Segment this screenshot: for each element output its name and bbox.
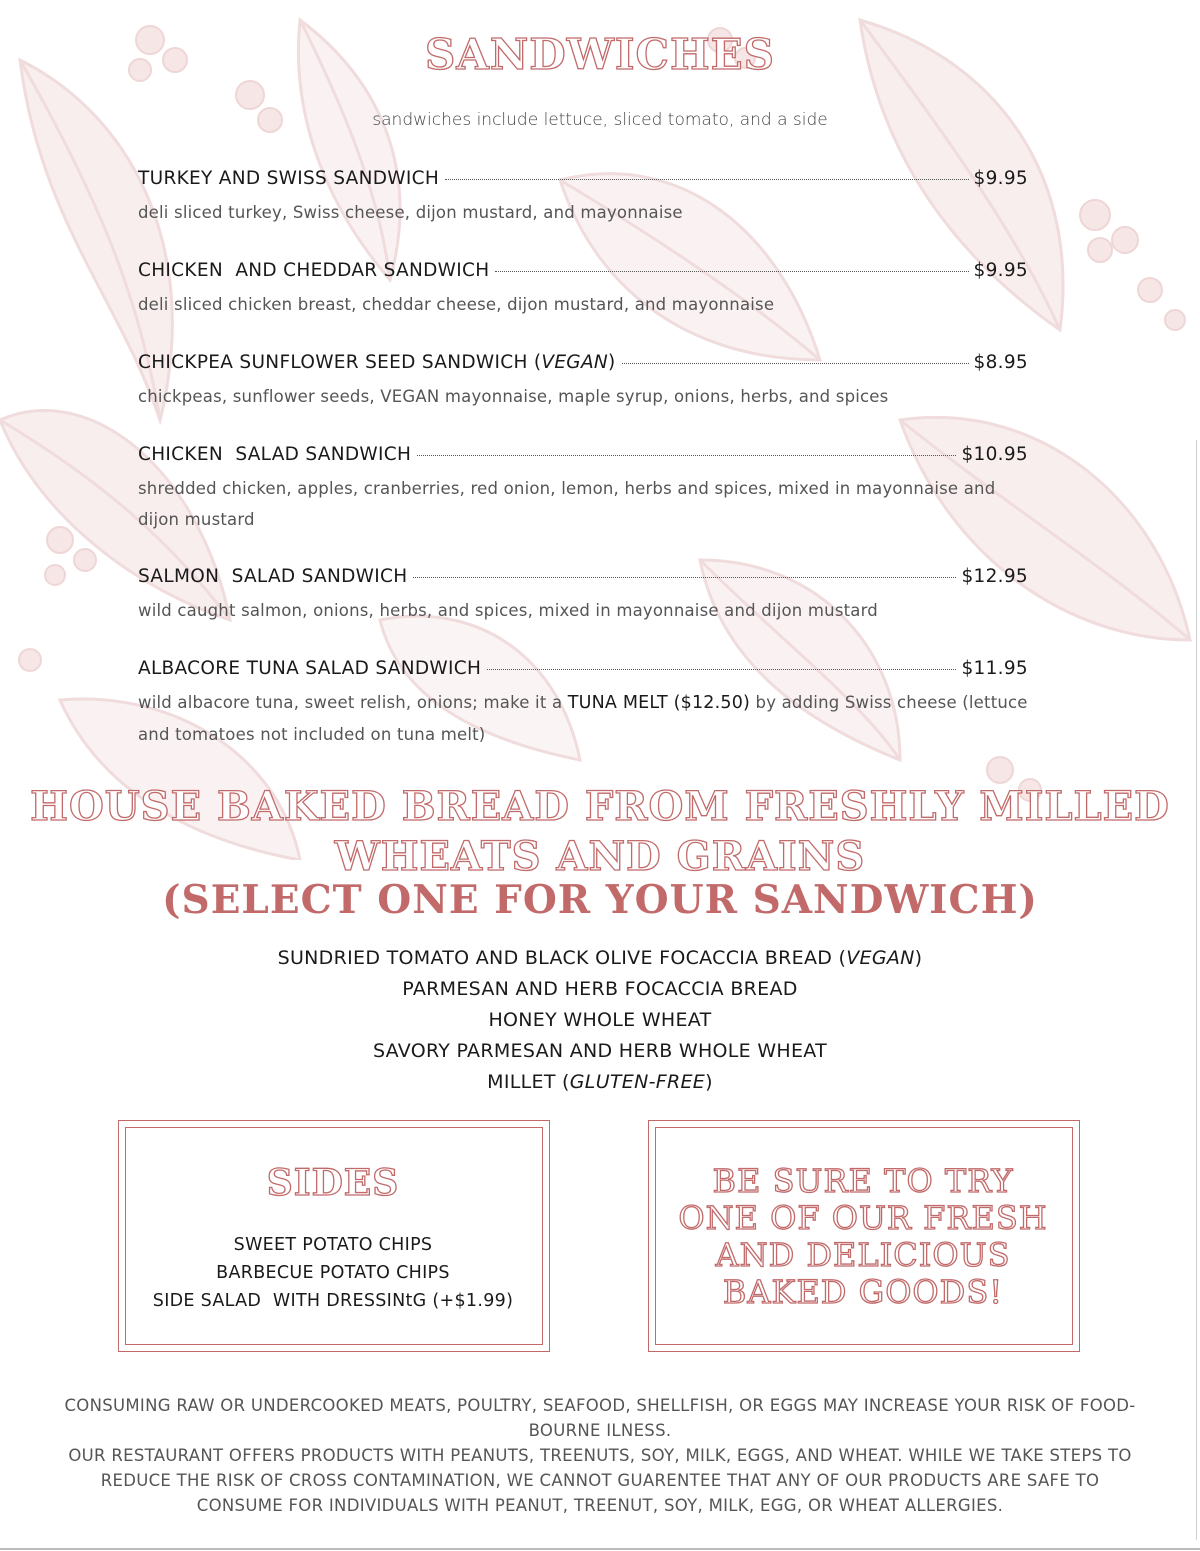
item-name: ALBACORE TUNA SALAD SANDWICH xyxy=(138,658,482,679)
item-price: $11.95 xyxy=(961,658,1028,679)
page-edge xyxy=(1196,440,1197,1540)
dot-leader xyxy=(413,577,956,578)
bread-option: SUNDRIED TOMATO AND BLACK OLIVE FOCACCIA BREAD (VEGAN) xyxy=(277,947,923,969)
item-name: CHICKPEA SUNFLOWER SEED SANDWICH (VEGAN) xyxy=(138,352,616,373)
menu-item xyxy=(138,168,1028,260)
item-price: $8.95 xyxy=(973,352,1028,373)
item-name: SALMON SALAD SANDWICH xyxy=(138,566,408,587)
menu-item xyxy=(138,260,1028,352)
menu-item xyxy=(138,352,1028,444)
menu-item xyxy=(138,658,1028,780)
allergen-warning: OUR RESTAURANT OFFERS PRODUCTS WITH PEANUTS, TREENUTS, SOY, MILK, EGGS, AND WHEAT. WHILE WE TAKE STEPS TO REDUCE THE RISK OF CROSS CONTAMINATION, WE CANNOT GUARENTEE THAT ANY OF OUR PRODUCTS ARE SAFE TO CONSUME FOR INDIVIDUALS WITH PEANUT, TREENUT, SOY, MILK, EGG, OR WHEAT ALLERGIES. xyxy=(68,1446,1132,1515)
menu-item xyxy=(138,566,1028,658)
dot-leader xyxy=(622,363,969,364)
sandwiches-heading: SANDWICHES xyxy=(425,30,775,79)
item-name: TURKEY AND SWISS SANDWICH xyxy=(138,168,440,189)
item-price: $9.95 xyxy=(973,260,1028,281)
item-price: $10.95 xyxy=(961,444,1028,465)
raw-food-warning: CONSUMING RAW OR UNDERCOOKED MEATS, POULTRY, SEAFOOD, SHELLFISH, OR EGGS MAY INCREASE YOUR RISK OF FOOD-BOURNE ILNESS. xyxy=(64,1396,1136,1440)
sides-heading: SIDES xyxy=(266,1162,400,1204)
page-bottom-border xyxy=(0,1548,1200,1550)
item-description: wild caught salmon, onions, herbs, and spices, mixed in mayonnaise and dijon mustard xyxy=(138,601,878,620)
item-description: shredded chicken, apples, cranberries, red onion, lemon, herbs and spices, mixed in mayonnaise and dijon mustard xyxy=(138,479,996,529)
sandwich-list xyxy=(138,168,1028,780)
item-description: deli sliced chicken breast, cheddar cheese, dijon mustard, and mayonnaise xyxy=(138,295,775,314)
dot-leader xyxy=(417,455,956,456)
side-item: BARBECUE POTATO CHIPS xyxy=(216,1263,450,1283)
item-price: $9.95 xyxy=(973,168,1028,189)
dot-leader xyxy=(495,271,968,272)
bread-subheading: (SELECT ONE FOR YOUR SANDWICH) xyxy=(162,877,1038,923)
sandwiches-note: sandwiches include lettuce, sliced tomato, and a side xyxy=(372,110,828,130)
tuna-melt-option: TUNA MELT ($12.50) xyxy=(567,693,751,713)
bread-options-list xyxy=(0,943,1200,1098)
sides-list xyxy=(118,1231,548,1315)
side-item: SWEET POTATO CHIPS xyxy=(233,1235,433,1255)
side-item: SIDE SALAD WITH DRESSINtG (+$1.99) xyxy=(152,1291,514,1311)
item-description: wild albacore tuna, sweet relish, onions; make it a TUNA MELT ($12.50) by adding Swiss cheese (lettuce and tomatoes not included on tuna melt) xyxy=(138,693,1028,744)
allergy-disclaimer xyxy=(60,1393,1140,1518)
bread-option: PARMESAN AND HERB FOCACCIA BREAD xyxy=(402,978,798,1000)
item-price: $12.95 xyxy=(961,566,1028,587)
item-name: CHICKEN SALAD SANDWICH xyxy=(138,444,412,465)
item-description: deli sliced turkey, Swiss cheese, dijon mustard, and mayonnaise xyxy=(138,203,683,222)
bread-option: SAVORY PARMESAN AND HERB WHOLE WHEAT xyxy=(372,1040,828,1062)
dot-leader xyxy=(487,669,956,670)
menu-item xyxy=(138,444,1028,566)
bread-heading: HOUSE BAKED BREAD FROM FRESHLY MILLED WHEATS AND GRAINS xyxy=(30,783,1170,880)
item-name: CHICKEN AND CHEDDAR SANDWICH xyxy=(138,260,490,281)
dot-leader xyxy=(445,179,968,180)
item-description: chickpeas, sunflower seeds, VEGAN mayonnaise, maple syrup, onions, herbs, and spices xyxy=(138,387,889,406)
baked-goods-promo: BE SURE TO TRY ONE OF OUR FRESH AND DELICIOUS BAKED GOODS! xyxy=(678,1162,1048,1311)
bread-option: MILLET (GLUTEN-FREE) xyxy=(487,1071,713,1093)
bread-option: HONEY WHOLE WHEAT xyxy=(488,1009,712,1031)
